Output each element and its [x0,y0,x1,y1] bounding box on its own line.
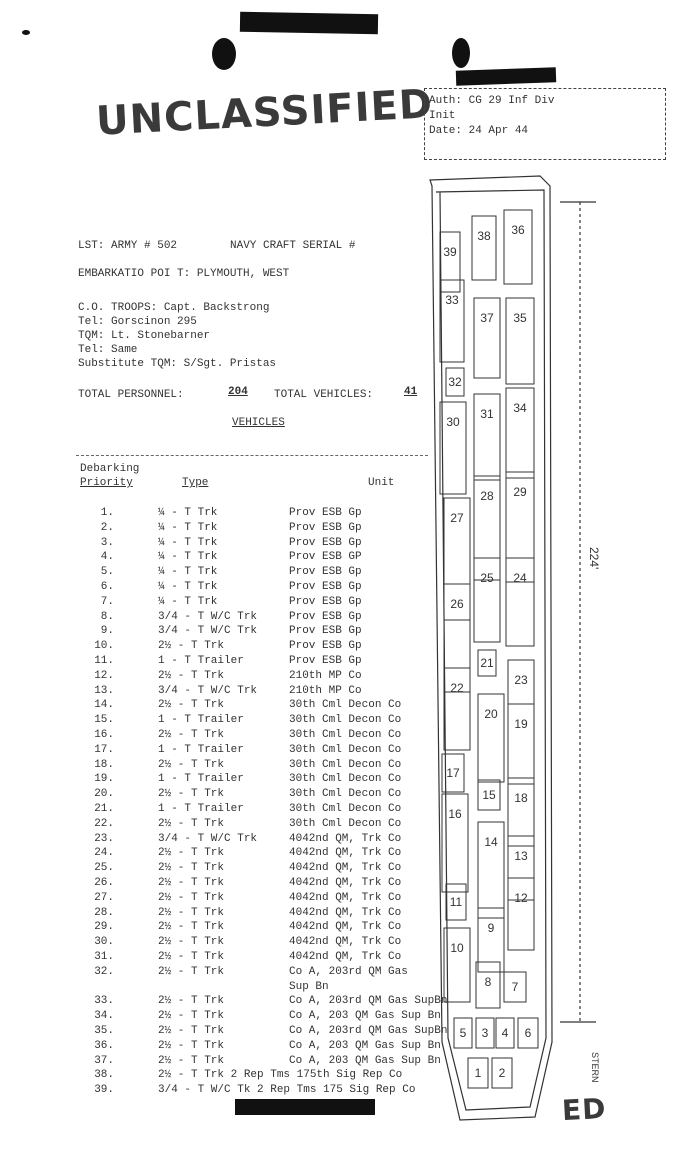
type-cell: ¼ - T Trk [158,581,218,593]
unit-cell: Prov ESB Gp [289,581,362,593]
vehicle-slot-label: 16 [448,807,462,821]
footer-stamp: ED [561,1091,608,1128]
unit-cell: 210th MP Co [289,669,362,682]
unit-cell: 30th Cml Decon Co [289,817,402,830]
telephone-1: Tel: Gorscinon 295 [78,316,197,328]
vehicle-slot [440,402,466,494]
type-cell: 2½ - T Trk [158,788,225,801]
vehicle-slot-label: 26 [450,597,464,611]
vehicle-slot-label: 32 [448,375,462,389]
unit-cell: Co A, 203 QM Gas Sup Bn [289,1054,441,1067]
type-cell: ¼ - T Trk [158,521,218,534]
vehicle-slot-box [440,232,460,292]
stern-label: STERN [590,1052,600,1083]
priority-cell: 23. [94,832,114,845]
priority-cell: 29. [94,921,114,934]
vehicle-slot-label: 17 [446,766,460,780]
type-cell: 2½ - T Trk [158,1025,225,1037]
type-cell: 3/4 - T W/C Trk [158,625,258,638]
priority-cell: 18. [94,758,114,771]
unit-cell: Prov ESB Gp [289,536,362,549]
priority-cell: 27. [94,891,114,904]
unit-cell: 30th Cml Decon Co [289,758,402,771]
vehicle-slot-label: 29 [513,485,527,499]
vehicle-slot-box [508,878,534,950]
vehicle-slot-label: 15 [482,788,496,802]
priority-cell: 26. [94,877,114,889]
unit-cell: Co A, 203rd QM Gas SupBn [289,1025,448,1037]
type-cell: 2½ - T Trk [158,906,225,919]
type-cell: ¼ - T Trk [158,507,218,519]
vehicle-slot [506,298,534,384]
vehicle-slot [476,1018,494,1048]
unit-cell: Prov ESB Gp [289,640,362,653]
priority-cell: 15. [94,714,114,727]
embarkation-point: EMBARKATIO POI T: PLYMOUTH, WEST [78,268,290,280]
vehicle-slot-label: 1 [474,1066,482,1080]
vehicle-slot [454,1018,472,1048]
priority-cell: 22. [94,817,114,830]
type-cell: 3/4 - T W/C Trk [158,832,258,845]
unit-cell: 30th Cml Decon Co [289,714,402,727]
redaction-bar [240,12,378,34]
type-cell: 2½ - T Trk [158,847,225,860]
type-cell: 2½ - T Trk [158,1054,225,1067]
unit-cell: Prov ESB Gp [289,625,362,638]
type-cell: 2½ - T Trk [158,951,225,963]
vehicle-slot [492,1058,512,1088]
vehicle-slot [474,558,500,642]
type-cell: 2½ - T Trk [158,891,225,904]
unit-cell: 30th Cml Decon Co [289,803,402,815]
divider-line [76,455,428,456]
vehicles-title: VEHICLES [232,417,285,429]
vehicle-slot-label: 22 [450,681,464,695]
total-vehicles-label: TOTAL VEHICLES: [274,389,374,401]
vehicle-slot-label: 12 [514,891,528,905]
vehicle-slot-box [472,216,496,280]
priority-cell: 14. [94,699,114,712]
vehicle-slot [468,1058,488,1088]
vehicle-slot-label: 7 [511,980,519,994]
vehicle-slot [474,476,500,580]
type-cell: 2½ - T Trk [158,669,225,682]
priority-cell: 24. [94,847,114,860]
substitute-tqm: Substitute TQM: S/Sgt. Pristas [78,358,277,370]
priority-cell: 20. [94,788,114,801]
priority-cell: 28. [94,906,114,919]
priority-cell: 9. [100,625,114,638]
type-cell: 2½ - T Trk [158,699,225,712]
type-cell: ¼ - T Trk [158,595,218,608]
priority-cell: 36. [94,1039,114,1052]
priority-cell: 33. [94,995,114,1008]
priority-cell: 16. [94,729,114,741]
vehicle-slot [444,584,470,692]
priority-cell: 1. [100,507,114,519]
vehicle-slot-label: 8 [484,975,492,989]
unit-cell: Co A, 203rd QM Gas [289,965,408,978]
type-cell: 2½ - T Trk [158,758,225,771]
type-cell: 2½ - T Trk [158,862,225,875]
unit-cell: 4042nd QM, Trk Co [289,936,402,949]
unit-cell: 4042nd QM, Trk Co [289,832,402,845]
telephone-2: Tel: Same [78,344,138,356]
vehicle-slot-label: 5 [459,1026,467,1040]
priority-cell: 25. [94,862,114,875]
unit-cell: Co A, 203rd QM Gas SupBn [289,995,448,1008]
vehicle-slot-label: 36 [511,223,525,237]
date-line: Date: 24 Apr 44 [429,125,529,137]
vehicle-slot [508,878,534,950]
vehicle-slot-label: 39 [443,245,457,259]
vehicle-slot-label: 20 [484,707,498,721]
vehicle-slot-label: 24 [513,571,527,585]
vehicle-slot-label: 34 [513,401,527,415]
priority-cell: 5. [100,566,114,579]
length-label: 224' [587,547,601,570]
vehicle-slot [446,884,466,920]
type-cell: 2½ - T Trk [158,640,225,653]
unit-cell: Co A, 203 QM Gas Sup Bn [289,1010,441,1023]
vehicle-slot-label: 14 [484,835,498,849]
ship-loading-diagram [420,172,620,1147]
vehicle-slot-label: 6 [524,1026,532,1040]
total-vehicles-value: 41 [404,386,418,398]
type-cell: 3/4 - T W/C Trk [158,684,258,697]
unit-cell: 4042nd QM, Trk Co [289,862,402,875]
priority-cell: 7. [100,595,114,608]
redaction-bar [235,1099,375,1115]
priority-cell: 31. [94,951,114,963]
type-cell: 2½ - T Trk [158,817,225,830]
priority-header-2: Priority [80,477,133,489]
type-cell: 2½ - T Trk [158,1010,225,1023]
unit-cell: 4042nd QM, Trk Co [289,906,402,919]
authorization-box [424,88,666,160]
type-cell: 2½ - T Trk [158,1039,225,1052]
ink-blot [212,38,236,70]
vehicle-slot-label: 11 [449,895,463,909]
priority-cell: 32. [94,965,114,978]
type-cell: 1 - T Trailer [158,743,244,756]
redaction-bar [456,67,556,85]
priority-cell: 2. [100,521,114,534]
type-cell: 1 - T Trailer [158,655,244,667]
vehicle-slot [472,216,496,280]
unit-cell: 4042nd QM, Trk Co [289,891,402,904]
unit-cell: Prov ESB Gp [289,507,362,519]
unit-cell: 30th Cml Decon Co [289,743,402,756]
unit-cell: Prov ESB Gp [289,595,362,608]
type-cell: 1 - T Trailer [158,714,244,727]
vehicle-slot [444,668,470,750]
vehicle-list [76,507,448,1097]
ink-speck [22,30,30,35]
type-header: Type [182,477,209,489]
type-cell: 2½ - T Trk 2 Rep Tms 175th Sig Rep Co [158,1069,403,1082]
priority-cell: 4. [100,551,114,564]
priority-cell: 10. [94,640,114,653]
type-cell: 3/4 - T W/C Tk 2 Rep Tms 175 Sig Rep Co [158,1084,416,1097]
unit-header: Unit [368,477,395,489]
vehicle-slot-label: 21 [480,656,494,670]
priority-cell: 17. [94,743,114,756]
unit-cell: 4042nd QM, Trk Co [289,921,402,934]
vehicle-slot-label: 19 [514,717,528,731]
vehicle-slot [504,210,532,284]
vehicle-slot [474,394,500,480]
unit-cell: Co A, 203 QM Gas Sup Bn [289,1039,441,1052]
unit-cell: 30th Cml Decon Co [289,699,402,712]
unit-cell: 4042nd QM, Trk Co [289,847,402,860]
navy-serial: NAVY CRAFT SERIAL # [230,240,356,252]
unit-cell: 210th MP Co [289,684,362,697]
vehicle-slot-label: 2 [498,1066,506,1080]
priority-cell: 19. [94,773,114,786]
vehicle-slot-label: 10 [450,941,464,955]
priority-cell: 3. [100,536,114,549]
type-cell: ¼ - T Trk [158,536,218,549]
type-cell: ¼ - T Trk [158,551,218,564]
vehicle-slot-label: 38 [477,229,491,243]
priority-cell: 6. [100,581,114,593]
vehicle-slot [478,822,504,918]
ink-blot [452,38,470,68]
priority-header-1: Debarking [80,463,140,475]
priority-cell: 21. [94,803,114,815]
priority-cell: 34. [94,1010,114,1023]
vehicle-slot-box [504,210,532,284]
total-personnel-value: 204 [228,386,248,398]
priority-cell: 37. [94,1054,114,1067]
unit-cell: 30th Cml Decon Co [289,729,402,741]
vehicle-slot [508,660,534,704]
type-cell: 1 - T Trailer [158,773,244,786]
vehicle-slot [506,388,534,478]
vehicle-slot-label: 9 [487,921,495,935]
unit-cell: 30th Cml Decon Co [289,788,402,801]
vehicle-slot-label: 28 [480,489,494,503]
vehicle-slot-box [508,704,534,784]
type-cell: 2½ - T Trk [158,965,225,978]
vehicle-slot-label: 23 [514,673,528,687]
vehicle-slot [478,780,500,810]
vehicle-slot-label: 30 [446,415,460,429]
vehicle-slot [474,298,500,378]
init-line: Init [429,110,456,122]
vehicle-slot-label: 27 [450,511,464,525]
vehicle-slot-label: 18 [514,791,528,805]
type-cell: 2½ - T Trk [158,877,225,889]
vehicle-slot-label: 3 [481,1026,489,1040]
vehicle-slot [446,368,464,396]
vehicle-slot-label: 13 [514,849,528,863]
unit-cell: Prov ESB Gp [289,655,362,667]
unit-cell: Prov ESB Gp [289,610,362,623]
vehicle-slot [518,1018,538,1048]
vehicle-slot [506,558,534,646]
tqm: TQM: Lt. Stonebarner [78,330,211,342]
vehicle-slot [478,694,504,782]
unit-cell: Prov ESB Gp [289,521,362,534]
vehicle-slot [504,972,526,1002]
priority-cell: 38. [94,1069,114,1082]
priority-cell: 12. [94,669,114,682]
unit-cell: Prov ESB Gp [289,566,362,579]
type-cell: 1 - T Trailer [158,803,244,815]
auth-line: Auth: CG 29 Inf Div [429,95,555,107]
priority-cell: 39. [94,1084,114,1097]
unit-cell: Prov ESB GP [289,551,362,564]
vehicle-slot-label: 33 [445,293,459,307]
type-cell: 2½ - T Trk [158,936,225,949]
co-troops: C.O. TROOPS: Capt. Backstrong [78,302,270,314]
priority-cell: 30. [94,936,114,949]
type-cell: 2½ - T Trk [158,921,225,934]
classification-stamp: UNCLASSIFIED [95,81,435,145]
total-personnel-label: TOTAL PERSONNEL: [78,389,184,401]
vehicle-slot [478,650,496,676]
unit-cell: 4042nd QM, Trk Co [289,951,402,963]
vehicle-slot-label: 4 [501,1026,509,1040]
vehicle-slot [506,472,534,582]
vehicle-slot [476,962,500,1008]
priority-cell: 11. [94,655,114,667]
vehicle-slot [440,232,460,292]
unit-cell: 4042nd QM, Trk Co [289,877,402,889]
type-cell: ¼ - T Trk [158,566,218,579]
type-cell: 2½ - T Trk [158,729,225,741]
type-cell: 2½ - T Trk [158,995,225,1008]
vehicle-slot-label: 35 [513,311,527,325]
unit-cell: Sup Bn [289,980,329,993]
type-cell: 3/4 - T W/C Trk [158,610,258,623]
priority-cell: 8. [100,610,114,623]
vehicle-slot-label: 37 [480,311,494,325]
vehicle-slot [508,704,534,784]
priority-cell: 13. [94,684,114,697]
unit-cell: 30th Cml Decon Co [289,773,402,786]
vehicle-slot-box [474,298,500,378]
vehicle-slot [496,1018,514,1048]
priority-cell: 35. [94,1025,114,1037]
lst-number: LST: ARMY # 502 [78,240,178,252]
vehicle-slot-label: 31 [480,407,494,421]
vehicle-slot-label: 25 [480,571,494,585]
